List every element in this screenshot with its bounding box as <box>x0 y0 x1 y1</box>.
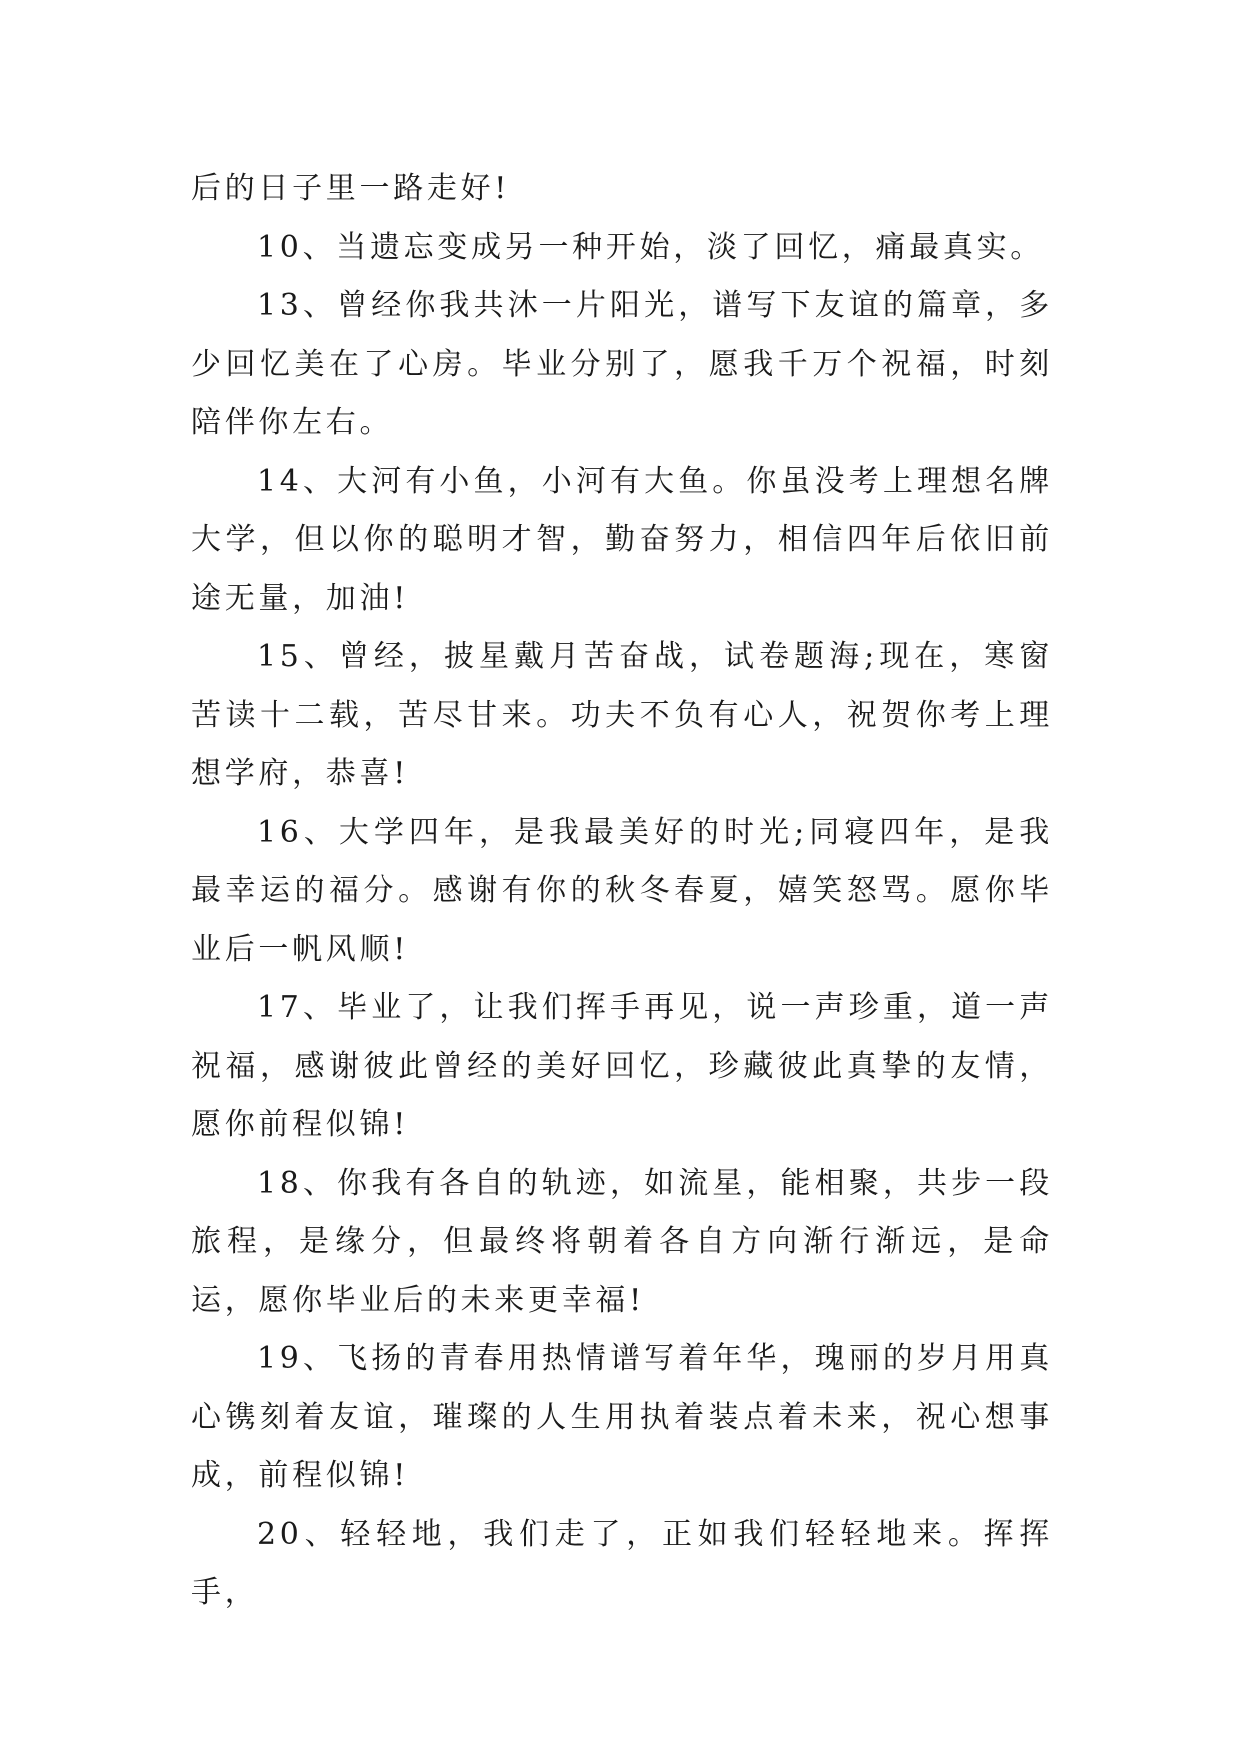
paragraph-13: 13、曾经你我共沐一片阳光，谱写下友谊的篇章，多少回忆美在了心房。毕业分别了，愿我千万个祝福，时刻陪伴你左右。 <box>191 288 1053 440</box>
paragraph-17: 17、毕业了，让我们挥手再见，说一声珍重，道一声祝福，感谢彼此曾经的美好回忆，珍藏彼此真挚的友情，愿你前程似锦! <box>191 990 1053 1142</box>
document-body <box>191 160 1053 1623</box>
paragraph-14: 14、大河有小鱼，小河有大鱼。你虽没考上理想名牌大学，但以你的聪明才智，勤奋努力，相信四年后依旧前途无量，加油! <box>191 463 1053 616</box>
paragraph-10: 10、当遗忘变成另一种开始，淡了回忆，痛最真实。 <box>257 229 1044 265</box>
paragraph-18: 18、你我有各自的轨迹，如流星，能相聚，共步一段旅程，是缘分，但最终将朝着各自方向渐行渐远，是命运，愿你毕业后的未来更幸福! <box>191 1165 1053 1318</box>
paragraph-continuation: 后的日子里一路走好! <box>191 171 511 206</box>
paragraph-15: 15、曾经，披星戴月苦奋战，试卷题海;现在，寒窗苦读十二载，苦尽甘来。功夫不负有心人，祝贺你考上理想学府，恭喜! <box>191 639 1053 791</box>
paragraph-20: 20、轻轻地，我们走了，正如我们轻轻地来。挥挥手， <box>191 1516 1053 1610</box>
paragraph-16: 16、大学四年，是我最美好的时光;同寝四年，是我最幸运的福分。感谢有你的秋冬春夏，嬉笑怒骂。愿你毕业后一帆风顺! <box>191 814 1053 967</box>
paragraph-19: 19、飞扬的青春用热情谱写着年华，瑰丽的岁月用真心镌刻着友谊，璀璨的人生用执着装点着未来，祝心想事成，前程似锦! <box>191 1341 1053 1493</box>
